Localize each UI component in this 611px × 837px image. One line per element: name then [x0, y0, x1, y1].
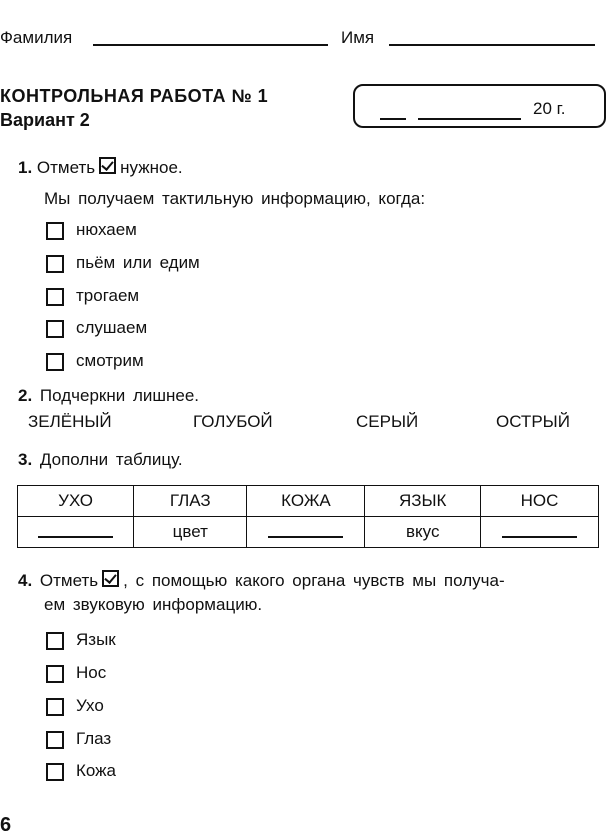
checkbox-option[interactable]	[46, 255, 64, 273]
table-value-cell: вкус	[365, 517, 480, 548]
checkbox-option[interactable]	[46, 288, 64, 306]
task2-word[interactable]: СЕРЫЙ	[356, 412, 419, 431]
task1-instruction-before: Отметь	[36, 158, 96, 177]
task4-instruction-before: Отметь	[39, 571, 99, 590]
surname-label: Фамилия	[0, 28, 73, 47]
date-box	[353, 84, 606, 128]
task4-instruction-line1-text: , с помощью какого органа чувств мы получа-	[123, 571, 505, 590]
work-title: КОНТРОЛЬНАЯ РАБОТА № 1	[0, 86, 269, 106]
name-field[interactable]	[389, 44, 595, 46]
answer-blank[interactable]	[268, 522, 343, 538]
checkbox-option[interactable]	[46, 665, 64, 683]
page-number: 6	[0, 814, 12, 836]
option-label: Кожа	[76, 761, 116, 780]
task1-question: Мы получаем тактильную информацию, когда:	[44, 189, 426, 208]
option-label: пьём или едим	[76, 253, 200, 272]
date-day-field[interactable]	[380, 118, 406, 120]
table-answer-cell[interactable]	[18, 517, 134, 548]
name-label: Имя	[341, 28, 375, 47]
variant-title: Вариант 2	[0, 110, 90, 130]
task4-instruction-line1	[18, 570, 505, 591]
option-label: Ухо	[76, 696, 104, 715]
task1-number: 1.	[18, 158, 33, 177]
date-month-field[interactable]	[418, 118, 521, 120]
date-year-suffix: 20 г.	[533, 99, 566, 118]
table-header-cell: УХО	[18, 486, 134, 517]
task3-instruction-text: Дополни таблицу.	[39, 450, 183, 469]
table-answer-cell[interactable]	[480, 517, 598, 548]
task2-word[interactable]: ОСТРЫЙ	[496, 412, 570, 431]
table-row	[18, 486, 599, 517]
checkbox-option[interactable]	[46, 763, 64, 781]
option-label: слушаем	[76, 318, 148, 337]
checkbox-option[interactable]	[46, 731, 64, 749]
checkbox-option[interactable]	[46, 632, 64, 650]
task2-number: 2.	[18, 386, 33, 405]
option-label: нюхаем	[76, 220, 137, 239]
task4-number: 4.	[18, 571, 33, 590]
table-value-cell: цвет	[134, 517, 247, 548]
surname-field[interactable]	[93, 44, 328, 46]
option-label: Язык	[76, 630, 116, 649]
option-label: трогаем	[76, 286, 140, 305]
senses-table	[17, 485, 599, 548]
checked-box-icon	[99, 157, 116, 174]
task1-instruction	[18, 157, 183, 178]
task2-word[interactable]: ГОЛУБОЙ	[193, 412, 273, 431]
checked-box-icon	[102, 570, 119, 587]
checkbox-option[interactable]	[46, 320, 64, 338]
task2-instruction-text: Подчеркни лишнее.	[39, 386, 200, 405]
task3-number: 3.	[18, 450, 33, 469]
option-label: Глаз	[76, 729, 112, 748]
task2-instruction	[18, 386, 199, 406]
task1-instruction-after: нужное.	[120, 158, 183, 177]
checkbox-option[interactable]	[46, 353, 64, 371]
checkbox-option[interactable]	[46, 222, 64, 240]
option-label: смотрим	[76, 351, 144, 370]
task3-instruction	[18, 450, 183, 470]
table-answer-cell[interactable]	[247, 517, 365, 548]
checkbox-option[interactable]	[46, 698, 64, 716]
answer-blank[interactable]	[502, 522, 577, 538]
table-header-cell: НОС	[480, 486, 598, 517]
table-row	[18, 517, 599, 548]
table-header-cell: ГЛАЗ	[134, 486, 247, 517]
answer-blank[interactable]	[38, 522, 113, 538]
table-header-cell: КОЖА	[247, 486, 365, 517]
task4-instruction-line2: ем звуковую информацию.	[44, 595, 263, 614]
option-label: Нос	[76, 663, 107, 682]
table-header-cell: ЯЗЫК	[365, 486, 480, 517]
task2-word[interactable]: ЗЕЛЁНЫЙ	[28, 412, 112, 431]
